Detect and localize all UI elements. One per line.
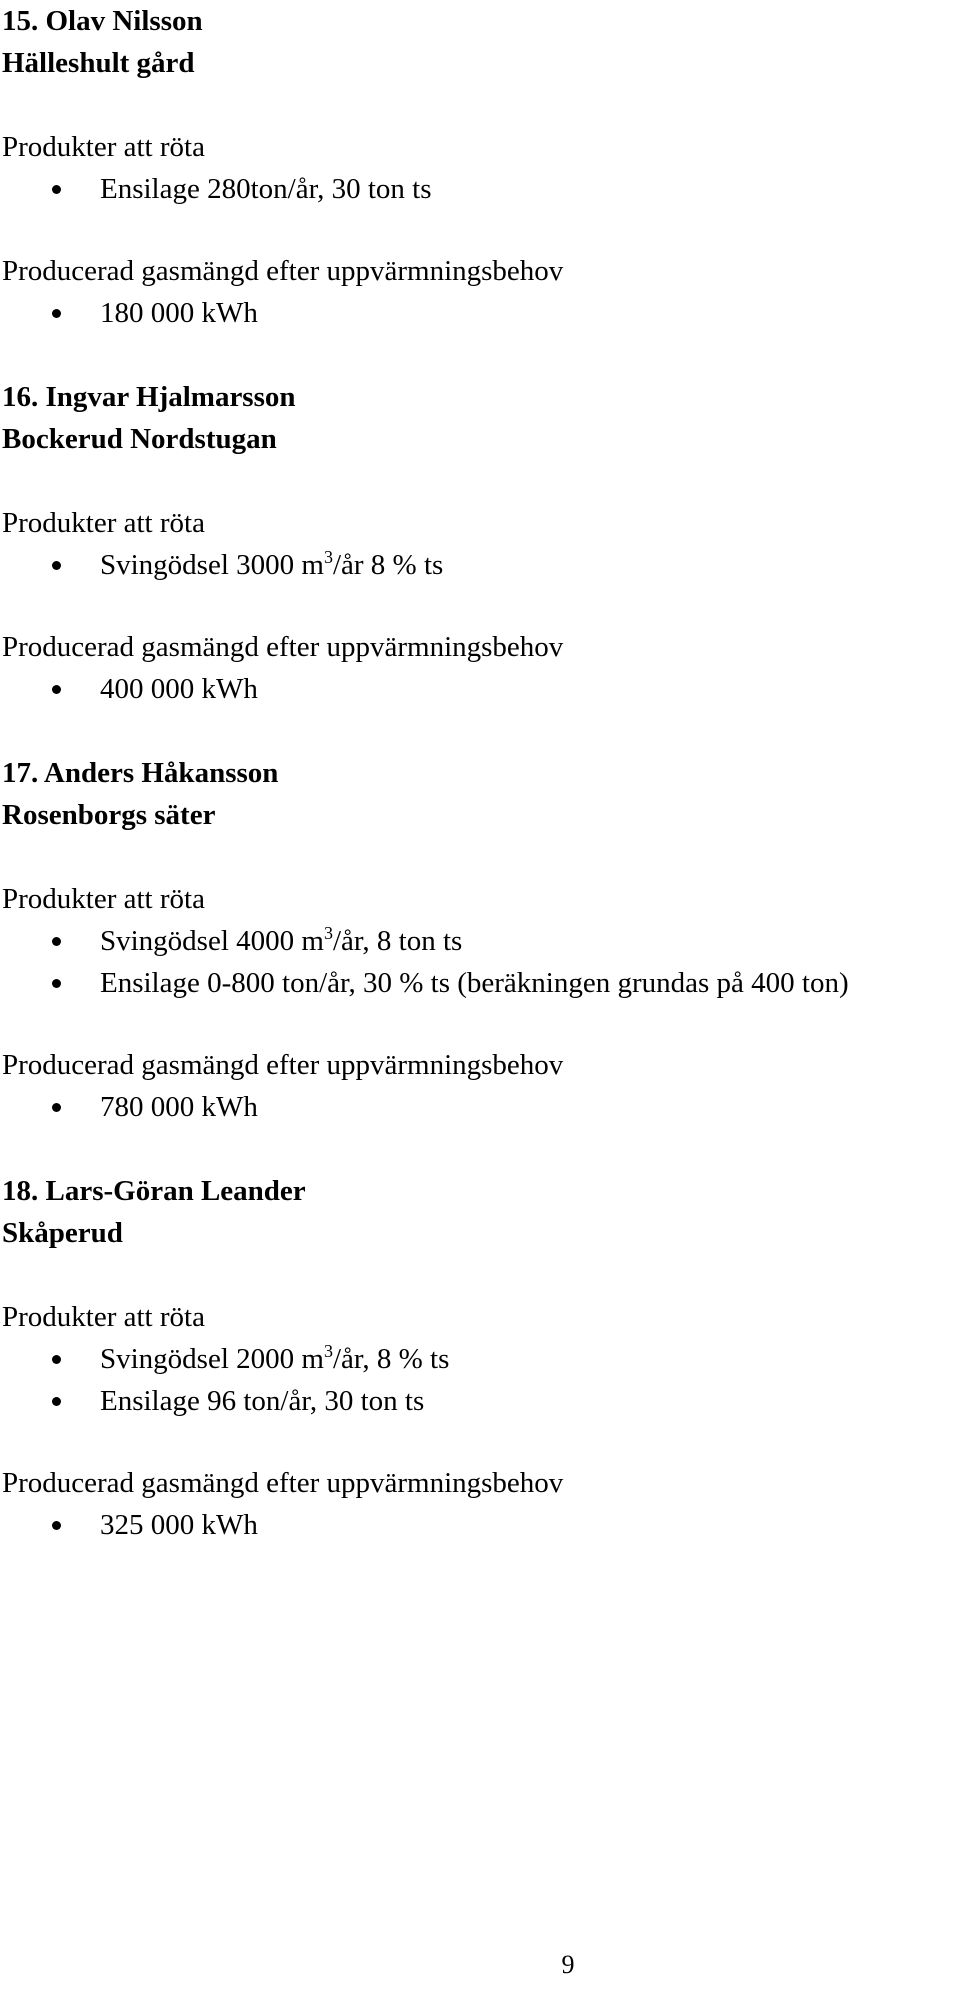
entry-title: 17. Anders Håkansson	[2, 757, 279, 789]
products-label: Produkter att röta	[2, 883, 205, 915]
product-item: Ensilage 280ton/år, 30 ton ts	[2, 168, 960, 210]
product-item: Svingödsel 4000 $m^3/år$, 8 ton ts	[2, 920, 960, 962]
farm-entry	[2, 752, 960, 1128]
entry-title: 18. Lars-Göran Leander	[2, 1175, 306, 1207]
gas-value: 400 000 kWh	[2, 668, 960, 710]
product-item: Ensilage 0-800 ton/år, 30 % ts (beräkningen grundas på 400 ton)	[2, 962, 960, 1004]
products-list	[2, 544, 960, 586]
gas-value: 180 000 kWh	[2, 292, 960, 334]
entry-place: Rosenborgs säter	[2, 799, 216, 831]
gas-label: Producerad gasmängd efter uppvärmningsbehov	[2, 631, 564, 663]
entry-place: Skåperud	[2, 1217, 123, 1249]
entry-title: 16. Ingvar Hjalmarsson	[2, 381, 296, 413]
products-label: Produkter att röta	[2, 1301, 205, 1333]
farm-entry	[2, 1170, 960, 1546]
entry-place: Bockerud Nordstugan	[2, 423, 277, 455]
gas-list	[2, 292, 960, 334]
products-list	[2, 168, 960, 210]
gas-value: 780 000 kWh	[2, 1086, 960, 1128]
entry-place: Hälleshult gård	[2, 47, 195, 79]
gas-label: Producerad gasmängd efter uppvärmningsbehov	[2, 1049, 564, 1081]
entry-title: 15. Olav Nilsson	[2, 5, 203, 37]
gas-list	[2, 1086, 960, 1128]
product-item: Ensilage 96 ton/år, 30 ton ts	[2, 1380, 960, 1422]
products-label: Produkter att röta	[2, 131, 205, 163]
gas-label: Producerad gasmängd efter uppvärmningsbehov	[2, 1467, 564, 1499]
farm-entry	[2, 0, 960, 334]
product-item: Svingödsel 2000 $m^3/år$, 8 % ts	[2, 1338, 960, 1380]
gas-label: Producerad gasmängd efter uppvärmningsbehov	[2, 255, 564, 287]
farm-entry	[2, 376, 960, 710]
gas-list	[2, 1504, 960, 1546]
gas-list	[2, 668, 960, 710]
products-list	[2, 1338, 960, 1422]
gas-value: 325 000 kWh	[2, 1504, 960, 1546]
product-item: Svingödsel 3000 $m^3/år$ 8 % ts	[2, 544, 960, 586]
products-list	[2, 920, 960, 1004]
products-label: Produkter att röta	[2, 507, 205, 539]
page-number: 9	[561, 1950, 575, 1979]
